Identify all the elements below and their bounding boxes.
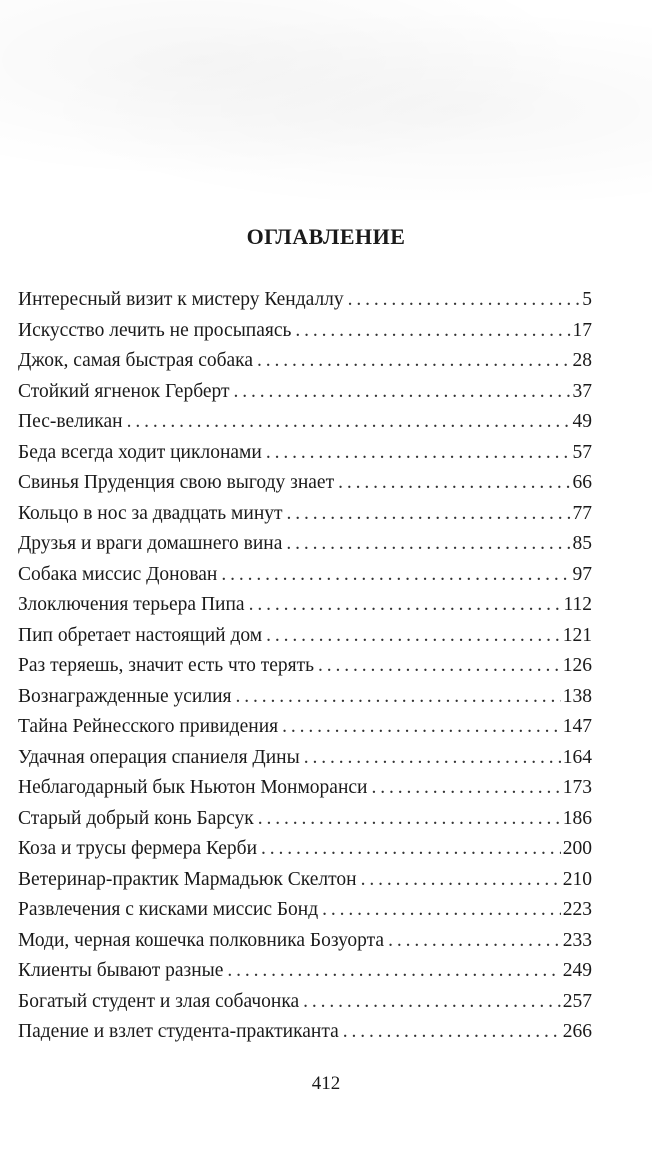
table-of-contents: [18, 285, 592, 1048]
dot-leader: [361, 865, 561, 896]
toc-entry-title: Беда всегда ходит циклонами: [18, 441, 262, 463]
toc-entry: [18, 285, 592, 316]
toc-entry-page: 138: [562, 685, 592, 707]
toc-entry-title: Удачная операция спаниеля Дины: [18, 746, 300, 768]
toc-entry-title: Джок, самая быстрая собака: [18, 350, 254, 371]
dot-leader: [318, 651, 561, 682]
toc-entry-page: 77: [572, 502, 592, 524]
toc-entry-title: Собака миссис Донован: [18, 563, 218, 585]
dot-leader: [287, 499, 571, 530]
toc-entry-title: Неблагодарный бык Ньютон Монморанси: [18, 777, 368, 798]
toc-entry-title: Раз теряешь, значит есть что терять: [18, 655, 315, 676]
toc-entry-page: 210: [562, 868, 592, 890]
toc-entry: [18, 773, 592, 804]
toc-entry-page: 49: [572, 411, 592, 432]
toc-entry: [18, 590, 592, 621]
toc-entry: [18, 529, 592, 560]
toc-entry: [18, 987, 592, 1018]
toc-entry-title: Тайна Рейнесского привидения: [18, 716, 279, 737]
dot-leader: [266, 621, 561, 652]
toc-entry: [18, 621, 592, 652]
toc-entry: [18, 743, 592, 774]
toc-entry-page: 112: [563, 594, 592, 615]
toc-entry-title: Интересный визит к мистеру Кендаллу: [18, 289, 344, 310]
show-through-background: [0, 0, 652, 200]
toc-entry-title: Злоключения терьера Пипа: [18, 594, 245, 615]
toc-entry-page: 97: [572, 563, 592, 585]
toc-entry-page: 233: [562, 929, 592, 951]
toc-entry-page: 17: [572, 319, 592, 341]
toc-entry: [18, 712, 592, 743]
dot-leader: [258, 804, 561, 835]
toc-entry-title: Свинья Пруденция свою выгоду знает: [18, 472, 335, 493]
dot-leader: [257, 346, 570, 377]
dot-leader: [303, 987, 561, 1018]
dot-leader: [221, 560, 570, 591]
toc-entry-page: 126: [562, 655, 592, 676]
toc-entry-title: Моди, черная кошечка полковника Бозуорта: [18, 929, 385, 951]
toc-entry: [18, 895, 592, 926]
dot-leader: [338, 468, 570, 499]
toc-entry-title: Старый добрый конь Барсук: [18, 807, 254, 829]
dot-leader: [227, 956, 560, 987]
toc-entry-title: Кольцо в нос за двадцать минут: [18, 502, 283, 524]
dot-leader: [343, 1017, 561, 1048]
dot-leader: [371, 773, 560, 804]
toc-entry-page: 66: [572, 472, 592, 493]
dot-leader: [234, 377, 571, 408]
toc-entry-title: Стойкий ягненок Герберт: [18, 380, 230, 402]
dot-leader: [282, 712, 561, 743]
toc-entry-title: Падение и взлет студента-практиканта: [18, 1021, 339, 1042]
toc-entry-page: 173: [562, 777, 592, 798]
toc-entry-page: 164: [562, 746, 592, 768]
toc-entry-page: 223: [562, 899, 592, 920]
toc-entry-title: Пес-великан: [18, 411, 123, 432]
toc-entry-title: Искусство лечить не просыпаясь: [18, 319, 292, 341]
page-title: ОГЛАВЛЕНИЕ: [246, 224, 406, 249]
toc-entry-title: Ветеринар-практик Мармадьюк Скелтон: [18, 868, 357, 890]
toc-entry-title: Богатый студент и злая собачонка: [18, 990, 300, 1012]
dot-leader: [322, 895, 561, 926]
toc-entry-page: 57: [572, 441, 592, 463]
toc-entry-page: 28: [572, 350, 592, 371]
toc-entry-page: 37: [572, 380, 592, 402]
toc-entry: [18, 865, 592, 896]
toc-entry-page: 200: [562, 838, 592, 859]
toc-entry-page: 249: [562, 960, 592, 981]
dot-leader: [388, 926, 561, 957]
toc-entry: [18, 499, 592, 530]
toc-entry: [18, 377, 592, 408]
toc-entry-page: 266: [562, 1021, 592, 1042]
toc-entry: [18, 407, 592, 438]
toc-entry-page: 257: [562, 990, 592, 1012]
toc-entry-title: Друзья и враги домашнего вина: [18, 533, 283, 554]
toc-entry-title: Вознагражденные усилия: [18, 685, 232, 707]
dot-leader: [249, 590, 562, 621]
toc-entry-page: 85: [572, 533, 592, 554]
toc-entry-page: 5: [582, 289, 592, 310]
toc-entry: [18, 804, 592, 835]
toc-entry-title: Клиенты бывают разные: [18, 960, 224, 981]
toc-entry: [18, 956, 592, 987]
toc-entry: [18, 651, 592, 682]
toc-entry: [18, 926, 592, 957]
toc-entry: [18, 468, 592, 499]
toc-entry-title: Пип обретает настоящий дом: [18, 624, 263, 646]
dot-leader: [266, 438, 571, 469]
dot-leader: [286, 529, 570, 560]
dot-leader: [235, 682, 560, 713]
toc-entry: [18, 316, 592, 347]
toc-entry: [18, 834, 592, 865]
toc-entry: [18, 1017, 592, 1048]
toc-entry-page: 121: [562, 624, 592, 646]
dot-leader: [348, 285, 581, 316]
toc-entry-title: Коза и трусы фермера Керби: [18, 838, 258, 859]
dot-leader: [261, 834, 561, 865]
dot-leader: [127, 407, 571, 438]
page-number: 412: [311, 1073, 341, 1094]
toc-entry-page: 186: [562, 807, 592, 829]
dot-leader: [304, 743, 561, 774]
toc-entry: [18, 560, 592, 591]
toc-entry-title: Развлечения с кисками миссис Бонд: [18, 899, 319, 920]
toc-entry-page: 147: [562, 716, 592, 737]
toc-entry: [18, 346, 592, 377]
dot-leader: [295, 316, 570, 347]
toc-entry: [18, 682, 592, 713]
toc-entry: [18, 438, 592, 469]
